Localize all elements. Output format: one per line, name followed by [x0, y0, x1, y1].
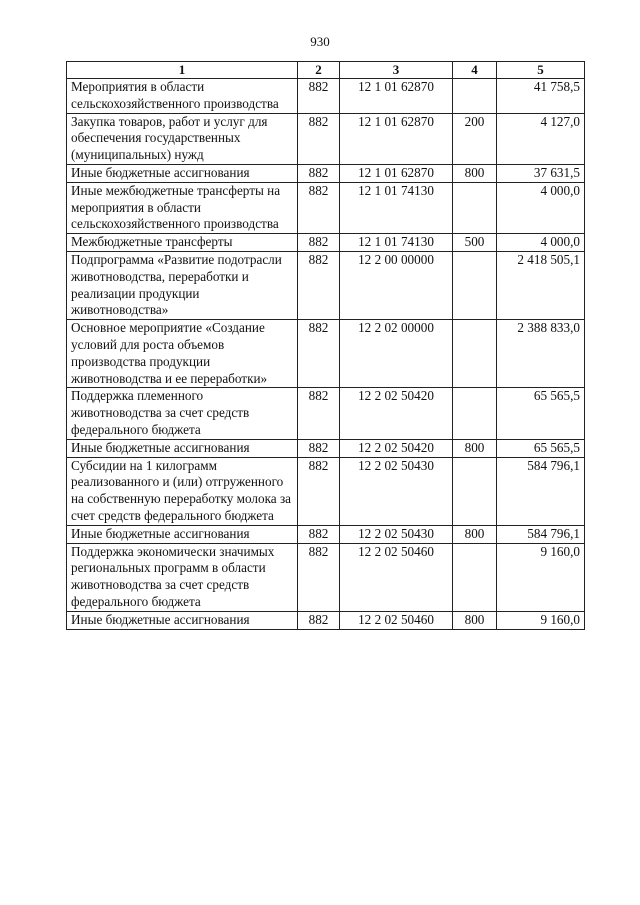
cell-code: 12 2 02 50420 — [340, 439, 453, 457]
page-number: 930 — [310, 34, 330, 49]
cell-name: Иные бюджетные ассигнования — [67, 611, 298, 629]
cell-type — [453, 320, 497, 388]
cell-name: Мероприятия в области сельскохозяйственного производства — [67, 79, 298, 114]
cell-type: 800 — [453, 525, 497, 543]
cell-code: 12 2 00 00000 — [340, 251, 453, 319]
cell-code: 12 2 02 50430 — [340, 457, 453, 525]
cell-admin: 882 — [298, 251, 340, 319]
cell-code: 12 1 01 62870 — [340, 113, 453, 164]
cell-name: Подпрограмма «Развитие подотрасли животноводства, переработки и реализации продукции животноводства» — [67, 251, 298, 319]
column-header-5: 5 — [497, 62, 585, 79]
table-row — [67, 251, 585, 319]
table-row — [67, 439, 585, 457]
cell-type — [453, 251, 497, 319]
table-row — [67, 525, 585, 543]
cell-code: 12 2 02 50420 — [340, 388, 453, 439]
cell-amount: 37 631,5 — [497, 164, 585, 182]
budget-table — [66, 61, 585, 630]
cell-name: Поддержка экономически значимых региональных программ в области животноводства за счет средств федерального бюджета — [67, 543, 298, 611]
cell-admin: 882 — [298, 234, 340, 252]
cell-name: Межбюджетные трансферты — [67, 234, 298, 252]
cell-name: Иные межбюджетные трансферты на мероприятия в области сельскохозяйственного производства — [67, 182, 298, 233]
cell-type: 800 — [453, 611, 497, 629]
cell-type: 800 — [453, 439, 497, 457]
cell-admin: 882 — [298, 388, 340, 439]
table-row — [67, 113, 585, 164]
cell-admin: 882 — [298, 525, 340, 543]
column-header-4: 4 — [453, 62, 497, 79]
cell-amount: 4 000,0 — [497, 182, 585, 233]
cell-code: 12 2 02 50460 — [340, 543, 453, 611]
cell-amount: 9 160,0 — [497, 543, 585, 611]
cell-name: Основное мероприятие «Создание условий для роста объемов производства продукции животноводства и ее переработки» — [67, 320, 298, 388]
cell-type — [453, 388, 497, 439]
column-header-1: 1 — [67, 62, 298, 79]
cell-type — [453, 182, 497, 233]
cell-amount: 4 000,0 — [497, 234, 585, 252]
cell-code: 12 1 01 62870 — [340, 164, 453, 182]
cell-name: Поддержка племенного животноводства за счет средств федерального бюджета — [67, 388, 298, 439]
table-row — [67, 182, 585, 233]
cell-name: Иные бюджетные ассигнования — [67, 439, 298, 457]
cell-admin: 882 — [298, 182, 340, 233]
cell-amount: 584 796,1 — [497, 457, 585, 525]
cell-type: 800 — [453, 164, 497, 182]
table-row — [67, 388, 585, 439]
cell-admin: 882 — [298, 79, 340, 114]
column-header-2: 2 — [298, 62, 340, 79]
table-row — [67, 611, 585, 629]
cell-amount: 2 388 833,0 — [497, 320, 585, 388]
table-row — [67, 543, 585, 611]
cell-amount: 41 758,5 — [497, 79, 585, 114]
cell-name: Иные бюджетные ассигнования — [67, 525, 298, 543]
cell-admin: 882 — [298, 320, 340, 388]
table-row — [67, 457, 585, 525]
cell-amount: 65 565,5 — [497, 388, 585, 439]
cell-name: Иные бюджетные ассигнования — [67, 164, 298, 182]
cell-admin: 882 — [298, 543, 340, 611]
cell-admin: 882 — [298, 457, 340, 525]
cell-type — [453, 79, 497, 114]
cell-admin: 882 — [298, 611, 340, 629]
cell-type — [453, 457, 497, 525]
cell-code: 12 2 02 00000 — [340, 320, 453, 388]
header-row — [67, 62, 585, 79]
column-header-3: 3 — [340, 62, 453, 79]
cell-admin: 882 — [298, 164, 340, 182]
table-row — [67, 79, 585, 114]
cell-amount: 2 418 505,1 — [497, 251, 585, 319]
cell-type: 500 — [453, 234, 497, 252]
cell-amount: 4 127,0 — [497, 113, 585, 164]
cell-code: 12 2 02 50460 — [340, 611, 453, 629]
cell-type: 200 — [453, 113, 497, 164]
cell-code: 12 1 01 74130 — [340, 182, 453, 233]
table-row — [67, 164, 585, 182]
table-row — [67, 320, 585, 388]
cell-amount: 9 160,0 — [497, 611, 585, 629]
cell-amount: 65 565,5 — [497, 439, 585, 457]
cell-amount: 584 796,1 — [497, 525, 585, 543]
cell-admin: 882 — [298, 113, 340, 164]
cell-name: Субсидии на 1 килограмм реализованного и (или) отгруженного на собственную переработку молока за счет средств федерального бюджета — [67, 457, 298, 525]
cell-code: 12 2 02 50430 — [340, 525, 453, 543]
cell-admin: 882 — [298, 439, 340, 457]
cell-code: 12 1 01 62870 — [340, 79, 453, 114]
cell-name: Закупка товаров, работ и услуг для обеспечения государственных (муниципальных) нужд — [67, 113, 298, 164]
cell-type — [453, 543, 497, 611]
table-row — [67, 234, 585, 252]
cell-code: 12 1 01 74130 — [340, 234, 453, 252]
